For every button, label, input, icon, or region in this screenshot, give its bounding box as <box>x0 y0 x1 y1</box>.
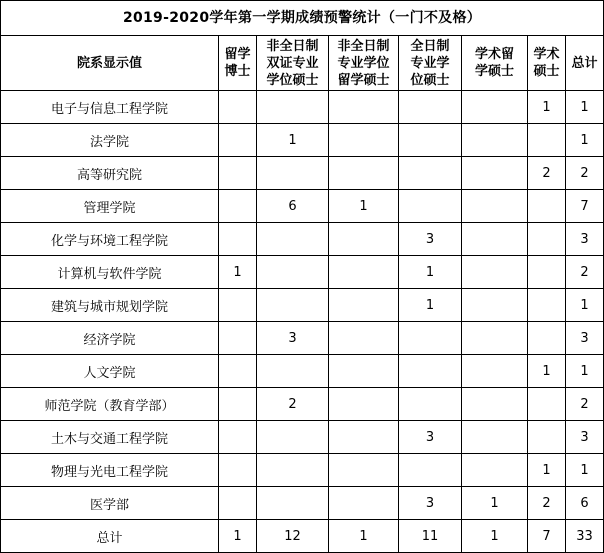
department-name-cell: 建筑与城市规划学院 <box>1 289 219 322</box>
count-cell <box>462 91 528 124</box>
department-name-cell: 管理学院 <box>1 190 219 223</box>
count-cell <box>462 256 528 289</box>
count-cell <box>219 190 257 223</box>
count-cell <box>257 256 329 289</box>
count-cell <box>462 289 528 322</box>
count-cell <box>219 223 257 256</box>
count-cell <box>257 454 329 487</box>
department-name-cell: 师范学院（教育学部） <box>1 388 219 421</box>
count-cell <box>257 91 329 124</box>
row-total-cell: 1 <box>566 454 604 487</box>
department-name-cell: 法学院 <box>1 124 219 157</box>
column-header: 学术 硕士 <box>528 36 566 91</box>
count-cell <box>399 388 462 421</box>
count-cell <box>219 355 257 388</box>
count-cell: 6 <box>257 190 329 223</box>
row-total-cell: 7 <box>566 190 604 223</box>
count-cell <box>528 322 566 355</box>
count-cell <box>329 487 399 520</box>
count-cell <box>528 421 566 454</box>
count-cell <box>219 487 257 520</box>
header-row <box>1 36 604 91</box>
total-row <box>1 520 604 553</box>
count-cell: 2 <box>528 487 566 520</box>
table-row <box>1 190 604 223</box>
count-cell: 1 <box>528 91 566 124</box>
count-cell <box>462 355 528 388</box>
count-cell <box>399 91 462 124</box>
count-cell <box>528 223 566 256</box>
table-body <box>1 91 604 553</box>
column-header: 总计 <box>566 36 604 91</box>
count-cell <box>219 157 257 190</box>
department-name-cell: 经济学院 <box>1 322 219 355</box>
table-row <box>1 421 604 454</box>
count-cell <box>329 322 399 355</box>
row-total-cell: 1 <box>566 91 604 124</box>
total-count-cell: 1 <box>462 520 528 553</box>
title-row <box>1 1 604 36</box>
count-cell <box>219 421 257 454</box>
total-count-cell: 1 <box>219 520 257 553</box>
count-cell <box>329 223 399 256</box>
count-cell <box>219 124 257 157</box>
count-cell: 3 <box>257 322 329 355</box>
department-name-cell: 土木与交通工程学院 <box>1 421 219 454</box>
count-cell <box>399 454 462 487</box>
count-cell <box>329 355 399 388</box>
row-total-cell: 6 <box>566 487 604 520</box>
count-cell <box>462 454 528 487</box>
count-cell <box>329 91 399 124</box>
table-row <box>1 289 604 322</box>
total-count-cell: 33 <box>566 520 604 553</box>
row-total-cell: 2 <box>566 157 604 190</box>
count-cell <box>219 322 257 355</box>
row-total-cell: 3 <box>566 322 604 355</box>
table-row <box>1 322 604 355</box>
department-name-cell: 计算机与软件学院 <box>1 256 219 289</box>
department-name-cell: 物理与光电工程学院 <box>1 454 219 487</box>
count-cell <box>257 487 329 520</box>
count-cell: 3 <box>399 421 462 454</box>
count-cell <box>528 256 566 289</box>
count-cell: 1 <box>399 256 462 289</box>
column-header: 留学 博士 <box>219 36 257 91</box>
count-cell <box>257 223 329 256</box>
column-header: 全日制 专业学 位硕士 <box>399 36 462 91</box>
table-title: 2019-2020学年第一学期成绩预警统计（一门不及格） <box>1 1 604 36</box>
count-cell <box>462 322 528 355</box>
count-cell <box>528 190 566 223</box>
count-cell <box>399 124 462 157</box>
count-cell <box>462 157 528 190</box>
count-cell: 1 <box>462 487 528 520</box>
table-row <box>1 388 604 421</box>
count-cell <box>399 322 462 355</box>
count-cell <box>462 223 528 256</box>
count-cell <box>528 124 566 157</box>
department-name-cell: 人文学院 <box>1 355 219 388</box>
count-cell <box>399 355 462 388</box>
count-cell <box>257 355 329 388</box>
count-cell <box>257 289 329 322</box>
row-total-cell: 1 <box>566 289 604 322</box>
total-label-cell: 总计 <box>1 520 219 553</box>
column-header: 学术留 学硕士 <box>462 36 528 91</box>
count-cell <box>219 454 257 487</box>
total-count-cell: 12 <box>257 520 329 553</box>
row-total-cell: 2 <box>566 388 604 421</box>
count-cell <box>462 124 528 157</box>
count-cell <box>329 124 399 157</box>
count-cell <box>329 157 399 190</box>
count-cell: 1 <box>399 289 462 322</box>
count-cell <box>462 388 528 421</box>
total-count-cell: 7 <box>528 520 566 553</box>
department-name-cell: 化学与环境工程学院 <box>1 223 219 256</box>
count-cell <box>528 388 566 421</box>
row-total-cell: 3 <box>566 421 604 454</box>
table-row <box>1 157 604 190</box>
count-cell <box>462 421 528 454</box>
count-cell <box>329 289 399 322</box>
count-cell: 1 <box>219 256 257 289</box>
count-cell <box>219 289 257 322</box>
count-cell: 1 <box>528 355 566 388</box>
table-row <box>1 124 604 157</box>
table-row <box>1 355 604 388</box>
column-header-department: 院系显示值 <box>1 36 219 91</box>
total-count-cell: 11 <box>399 520 462 553</box>
count-cell <box>329 388 399 421</box>
department-name-cell: 高等研究院 <box>1 157 219 190</box>
department-name-cell: 电子与信息工程学院 <box>1 91 219 124</box>
count-cell <box>399 157 462 190</box>
column-header: 非全日制 专业学位 留学硕士 <box>329 36 399 91</box>
row-total-cell: 1 <box>566 124 604 157</box>
count-cell: 1 <box>257 124 329 157</box>
count-cell <box>462 190 528 223</box>
count-cell <box>528 289 566 322</box>
count-cell: 3 <box>399 487 462 520</box>
table-row <box>1 487 604 520</box>
count-cell <box>399 190 462 223</box>
table-row <box>1 256 604 289</box>
count-cell <box>329 256 399 289</box>
count-cell <box>329 454 399 487</box>
table-row <box>1 223 604 256</box>
count-cell: 2 <box>257 388 329 421</box>
column-header: 非全日制 双证专业 学位硕士 <box>257 36 329 91</box>
department-name-cell: 医学部 <box>1 487 219 520</box>
row-total-cell: 1 <box>566 355 604 388</box>
count-cell: 3 <box>399 223 462 256</box>
count-cell <box>329 421 399 454</box>
count-cell <box>219 91 257 124</box>
count-cell: 2 <box>528 157 566 190</box>
table-row <box>1 454 604 487</box>
count-cell: 1 <box>528 454 566 487</box>
row-total-cell: 3 <box>566 223 604 256</box>
count-cell <box>257 421 329 454</box>
count-cell <box>219 388 257 421</box>
count-cell <box>257 157 329 190</box>
table-row <box>1 91 604 124</box>
total-count-cell: 1 <box>329 520 399 553</box>
count-cell: 1 <box>329 190 399 223</box>
row-total-cell: 2 <box>566 256 604 289</box>
